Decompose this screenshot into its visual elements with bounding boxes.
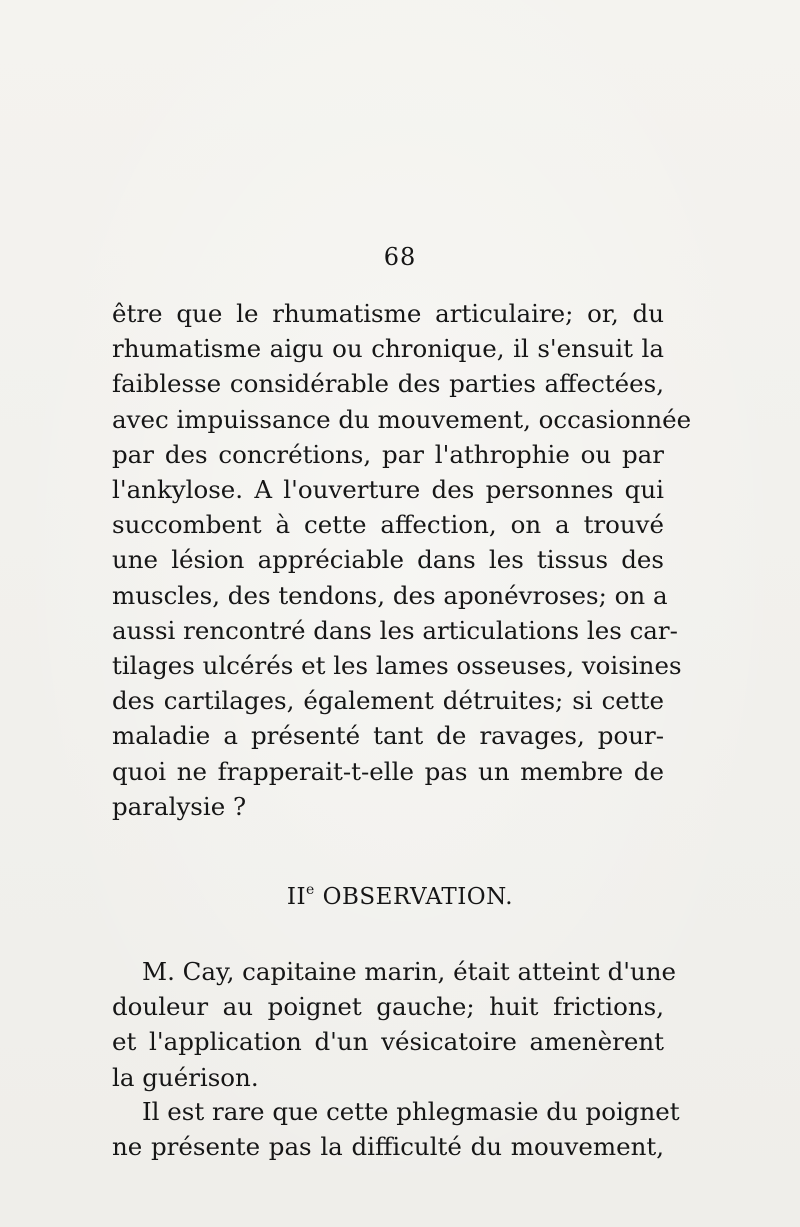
section-heading: [0, 884, 800, 910]
paragraph-1: [112, 296, 692, 824]
text-line: muscles, des tendons, des aponévroses; on a: [112, 580, 668, 610]
text-line: et l'application d'un vésicatoire amenèrent: [112, 1027, 664, 1057]
text-line: avec impuissance du mouvement, occasionnée: [112, 404, 692, 434]
text-line: rhumatisme aigu ou chronique, il s'ensuit la: [112, 334, 664, 364]
heading-superscript: e: [306, 882, 315, 898]
text-line: des cartilages, également détruites; si cette: [112, 686, 664, 716]
text-line: être que le rhumatisme articulaire; or, du: [112, 299, 664, 328]
text-line: maladie a présenté tant de ravages, pour-: [112, 721, 664, 751]
text-line: par des concrétions, par l'athrophie ou par: [112, 439, 664, 469]
text-line: la guérison.: [112, 1062, 259, 1092]
text-line: faiblesse considérable des parties affectées,: [112, 369, 664, 399]
text-line: ne présente pas la difficulté du mouvement,: [112, 1132, 664, 1162]
page-number: 68: [383, 243, 417, 271]
paragraph-2: [112, 954, 677, 1095]
text-line: succombent à cette affection, on a trouvé: [112, 510, 664, 540]
paragraph-3: [112, 1094, 680, 1164]
text-line: M. Cay, capitaine marin, était atteint d'une: [142, 957, 677, 986]
heading-roman-numeral: II: [286, 884, 307, 910]
text-line: quoi ne frapperait-t-elle pas un membre de: [112, 756, 664, 786]
text-line: l'ankylose. A l'ouverture des personnes qui: [112, 475, 664, 505]
text-line: paralysie ?: [112, 791, 247, 821]
heading-title: OBSERVATION.: [322, 884, 514, 910]
text-line: une lésion appréciable dans les tissus des: [112, 545, 664, 575]
text-line: douleur au poignet gauche; huit frictions,: [112, 992, 664, 1022]
text-line: aussi rencontré dans les articulations les car-: [112, 615, 678, 645]
text-line: Il est rare que cette phlegmasie du poignet: [142, 1097, 680, 1126]
text-line: tilages ulcérés et les lames osseuses, voisines: [112, 651, 682, 681]
